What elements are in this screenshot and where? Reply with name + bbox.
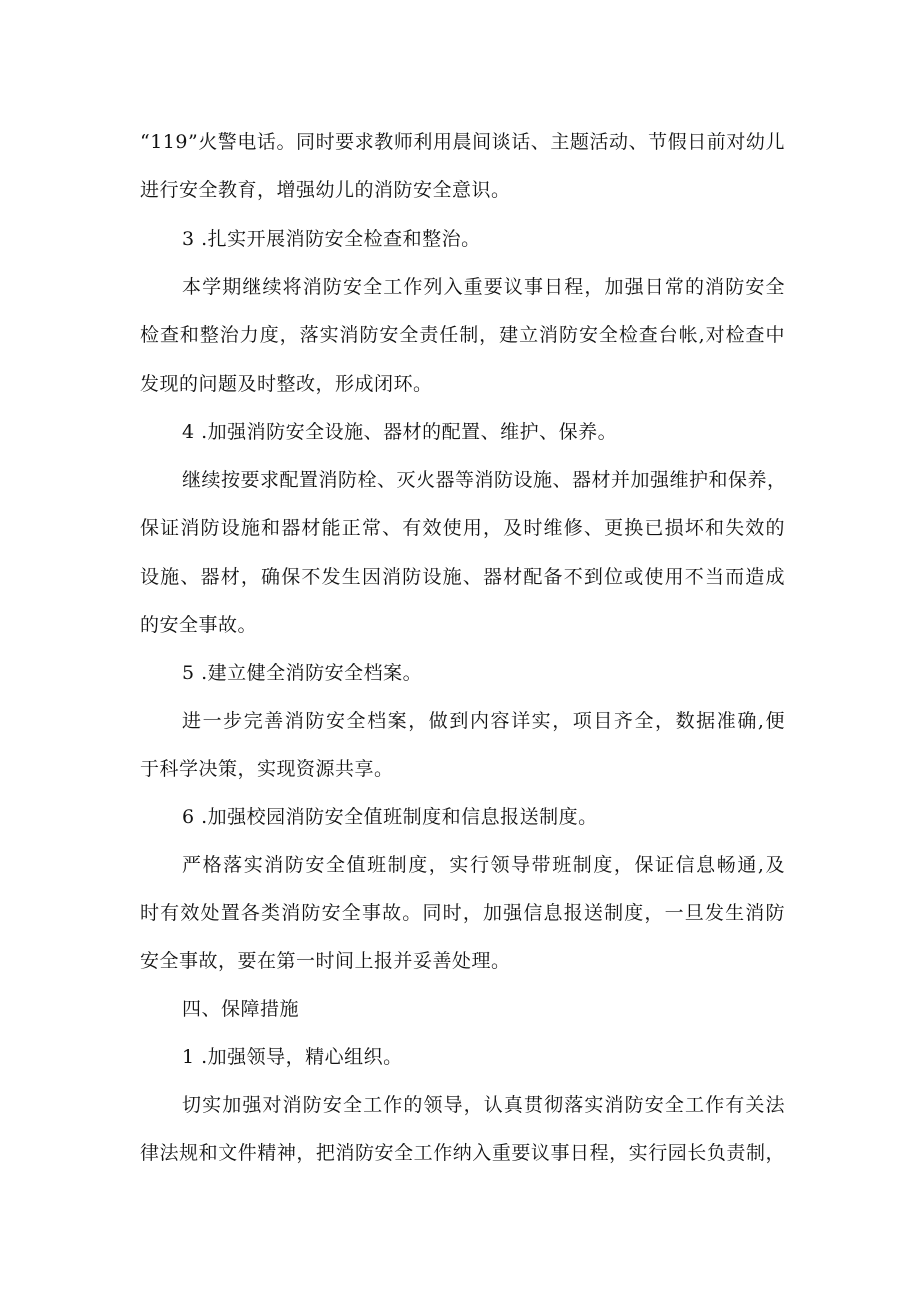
section-heading: 3 .扎实开展消防安全检查和整治。 bbox=[182, 228, 481, 250]
section-heading: 5 .建立健全消防安全档案。 bbox=[182, 662, 423, 684]
body-line: 发现的问题及时整改，形成闭环。 bbox=[140, 373, 433, 395]
section-heading: 4 .加强消防安全设施、器材的配置、维护、保养。 bbox=[182, 421, 618, 443]
section-heading: 1 .加强领导，精心组织。 bbox=[182, 1046, 403, 1068]
body-line: 进一步完善消防安全档案，做到内容详实，项目齐全，数据准确,便 bbox=[182, 710, 785, 732]
body-line: 本学期继续将消防安全工作列入重要议事日程，加强日常的消防安全 bbox=[182, 276, 785, 298]
body-line: 严格落实消防安全值班制度，实行领导带班制度，保证信息畅通,及 bbox=[182, 854, 785, 876]
body-line: 切实加强对消防安全工作的领导，认真贯彻落实消防安全工作有关法 bbox=[182, 1094, 785, 1116]
chapter-heading: 四、保障措施 bbox=[182, 998, 300, 1020]
body-line: 进行安全教育，增强幼儿的消防安全意识。 bbox=[140, 179, 511, 201]
body-line: 律法规和文件精神，把消防安全工作纳入重要议事日程，实行园长负责制， bbox=[140, 1142, 785, 1164]
body-line: 于科学决策，实现资源共享。 bbox=[140, 758, 394, 780]
body-line: 时有效处置各类消防安全事故。同时，加强信息报送制度，一旦发生消防 bbox=[140, 902, 785, 924]
body-line: “119”火警电话。同时要求教师利用晨间谈话、主题活动、节假日前对幼儿 bbox=[140, 131, 785, 153]
body-line: 安全事故，要在第一时间上报并妥善处理。 bbox=[140, 950, 511, 972]
body-line: 检查和整治力度，落实消防安全责任制，建立消防安全检查台帐,对检查中 bbox=[140, 324, 785, 346]
body-line: 保证消防设施和器材能正常、有效使用，及时维修、更换已损坏和失效的 bbox=[140, 517, 785, 539]
body-line: 设施、器材，确保不发生因消防设施、器材配备不到位或使用不当而造成 bbox=[140, 566, 785, 588]
body-line: 的安全事故。 bbox=[140, 614, 258, 636]
body-line: 继续按要求配置消防栓、灭火器等消防设施、器材并加强维护和保养， bbox=[182, 469, 787, 491]
section-heading: 6 .加强校园消防安全值班制度和信息报送制度。 bbox=[182, 806, 598, 828]
